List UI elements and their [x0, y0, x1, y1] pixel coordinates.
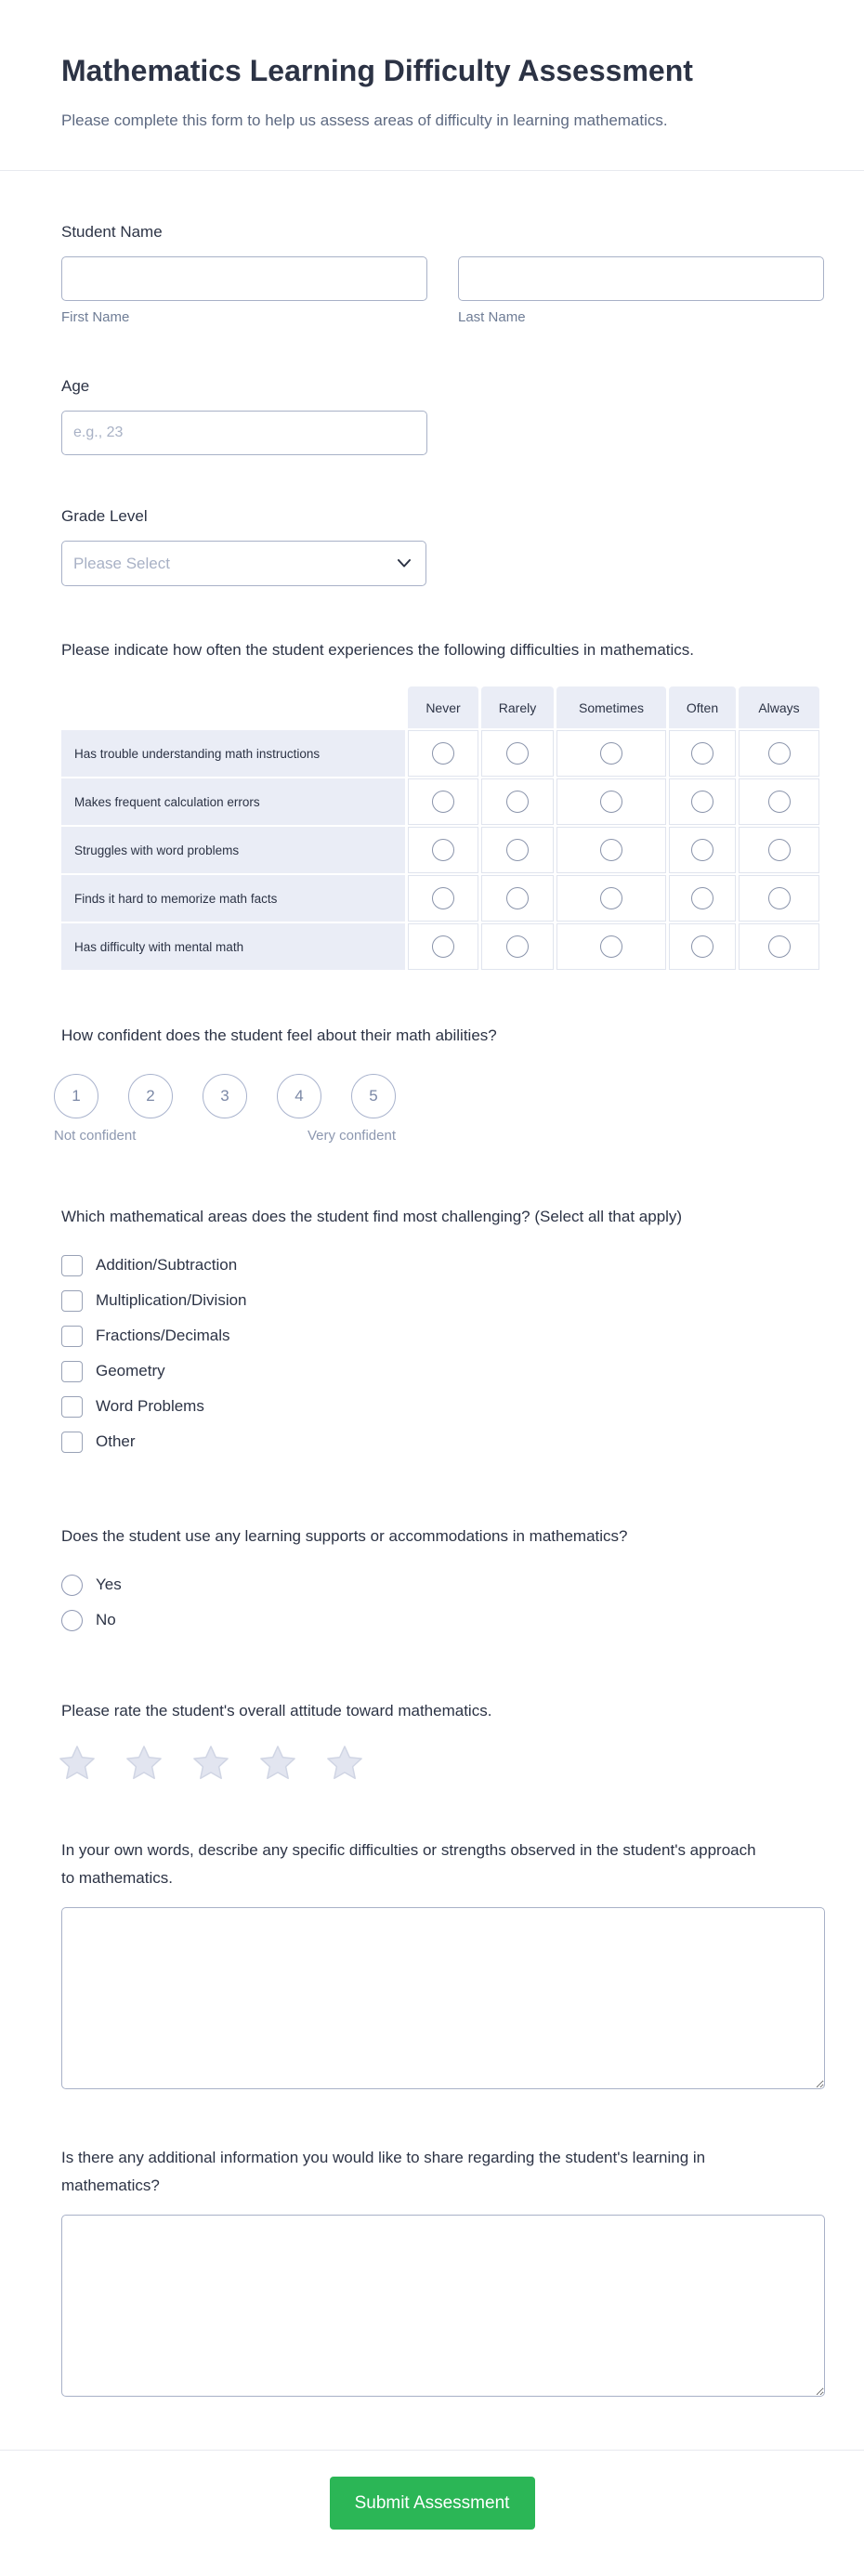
footer-divider [0, 2450, 864, 2451]
grade-level-placeholder: Please Select [73, 554, 170, 572]
star-rating [58, 1746, 825, 1783]
matrix-row-label: Makes frequent calculation errors [61, 778, 405, 825]
star-icon[interactable] [124, 1746, 164, 1783]
matrix-radio[interactable] [506, 791, 529, 813]
checkbox-icon[interactable] [61, 1396, 83, 1418]
matrix-radio[interactable] [600, 839, 622, 861]
supports-question: Does the student use any learning supports or accommodations in mathematics? [61, 1527, 628, 1545]
describe-question: In your own words, describe any specific difficulties or strengths observed in the student's approach to mathematics. [61, 1841, 756, 1887]
star-icon[interactable] [58, 1746, 97, 1783]
field-challenging-areas [61, 1203, 825, 1459]
matrix-radio[interactable] [432, 742, 454, 765]
first-name-sublabel: First Name [61, 309, 130, 325]
matrix-radio[interactable] [600, 935, 622, 958]
checkbox-label: Other [96, 1432, 136, 1450]
scale-max-label: Very confident [307, 1128, 396, 1144]
form-header [0, 0, 864, 135]
checkbox-icon[interactable] [61, 1326, 83, 1347]
checkbox-label: Multiplication/Division [96, 1291, 247, 1309]
difficulty-matrix-table [59, 685, 822, 972]
matrix-col-header: Often [669, 686, 736, 728]
radio-label: Yes [96, 1576, 122, 1593]
field-attitude-rating [61, 1697, 825, 1783]
matrix-row [61, 923, 819, 970]
matrix-corner-cell [61, 686, 405, 728]
matrix-row-label: Struggles with word problems [61, 827, 405, 873]
field-age [61, 375, 825, 455]
challenging-areas-list [61, 1248, 825, 1459]
checkbox-option[interactable] [61, 1318, 825, 1353]
radio-icon[interactable] [61, 1575, 83, 1596]
matrix-row-label: Has trouble understanding math instructions [61, 730, 405, 777]
star-icon[interactable] [191, 1746, 230, 1783]
confidence-scale [54, 1074, 396, 1118]
matrix-radio[interactable] [432, 935, 454, 958]
radio-option-yes[interactable] [61, 1567, 825, 1602]
matrix-radio[interactable] [432, 839, 454, 861]
field-additional [61, 2144, 825, 2401]
age-label: Age [61, 377, 90, 395]
matrix-radio[interactable] [768, 935, 791, 958]
checkbox-option[interactable] [61, 1389, 825, 1424]
last-name-input[interactable] [458, 256, 824, 301]
star-icon[interactable] [325, 1746, 364, 1783]
field-confidence-scale [54, 1022, 825, 1144]
checkbox-label: Addition/Subtraction [96, 1256, 238, 1274]
matrix-radio[interactable] [432, 887, 454, 909]
matrix-radio[interactable] [768, 887, 791, 909]
supports-options [61, 1567, 825, 1638]
checkbox-option[interactable] [61, 1248, 825, 1283]
grade-level-select[interactable] [61, 541, 426, 586]
matrix-radio[interactable] [600, 742, 622, 765]
matrix-col-header: Always [739, 686, 819, 728]
checkbox-option[interactable] [61, 1353, 825, 1389]
scale-min-label: Not confident [54, 1128, 137, 1144]
matrix-radio[interactable] [600, 887, 622, 909]
scale-option-2[interactable]: 2 [128, 1074, 173, 1118]
matrix-question: Please indicate how often the student experiences the following difficulties in mathematics. [61, 641, 695, 659]
matrix-radio[interactable] [600, 791, 622, 813]
age-input[interactable] [61, 411, 427, 455]
matrix-radio[interactable] [691, 887, 713, 909]
matrix-row [61, 778, 819, 825]
scale-option-3[interactable]: 3 [203, 1074, 247, 1118]
matrix-radio[interactable] [432, 791, 454, 813]
matrix-radio[interactable] [506, 839, 529, 861]
matrix-row [61, 730, 819, 777]
student-name-label: Student Name [61, 223, 163, 241]
attitude-question: Please rate the student's overall attitude toward mathematics. [61, 1702, 492, 1720]
matrix-radio[interactable] [506, 887, 529, 909]
field-student-name [61, 221, 825, 325]
additional-textarea[interactable] [61, 2215, 825, 2397]
header-divider [0, 170, 864, 171]
checkbox-icon[interactable] [61, 1361, 83, 1382]
radio-icon[interactable] [61, 1610, 83, 1631]
radio-option-no[interactable] [61, 1602, 825, 1638]
checkbox-icon[interactable] [61, 1432, 83, 1453]
matrix-row [61, 827, 819, 873]
confidence-question: How confident does the student feel about their math abilities? [61, 1026, 497, 1044]
matrix-col-header: Never [408, 686, 478, 728]
field-describe [61, 1837, 825, 2094]
matrix-radio[interactable] [691, 935, 713, 958]
matrix-row-label: Has difficulty with mental math [61, 923, 405, 970]
checkbox-icon[interactable] [61, 1290, 83, 1312]
radio-label: No [96, 1611, 116, 1628]
checkbox-label: Geometry [96, 1362, 165, 1380]
chevron-down-icon [398, 559, 411, 568]
star-icon[interactable] [258, 1746, 297, 1783]
grade-level-label: Grade Level [61, 507, 148, 525]
last-name-sublabel: Last Name [458, 309, 526, 325]
checkbox-option[interactable] [61, 1424, 825, 1459]
field-supports [61, 1523, 825, 1638]
form-subtitle: Please complete this form to help us assess areas of difficulty in learning mathematics. [61, 111, 668, 129]
form-title: Mathematics Learning Difficulty Assessment [61, 54, 693, 87]
submit-button[interactable]: Submit Assessment [330, 2477, 535, 2530]
matrix-radio[interactable] [691, 742, 713, 765]
first-name-input[interactable] [61, 256, 427, 301]
field-grade-level [61, 505, 825, 586]
scale-option-5[interactable]: 5 [351, 1074, 396, 1118]
matrix-col-header: Sometimes [556, 686, 666, 728]
matrix-radio[interactable] [506, 742, 529, 765]
scale-option-1[interactable]: 1 [54, 1074, 98, 1118]
matrix-radio[interactable] [768, 791, 791, 813]
challenging-areas-question: Which mathematical areas does the student find most challenging? (Select all that apply) [61, 1208, 683, 1225]
matrix-col-header: Rarely [481, 686, 554, 728]
matrix-radio[interactable] [768, 742, 791, 765]
describe-textarea[interactable] [61, 1907, 825, 2089]
checkbox-icon[interactable] [61, 1255, 83, 1276]
field-difficulty-matrix [61, 636, 825, 972]
matrix-radio[interactable] [691, 791, 713, 813]
additional-question: Is there any additional information you would like to share regarding the student's learning in mathematics? [61, 2149, 706, 2194]
matrix-radio[interactable] [768, 839, 791, 861]
matrix-row [61, 875, 819, 922]
matrix-radio[interactable] [506, 935, 529, 958]
checkbox-option[interactable] [61, 1283, 825, 1318]
matrix-radio[interactable] [691, 839, 713, 861]
submit-area [0, 2477, 864, 2530]
matrix-row-label: Finds it hard to memorize math facts [61, 875, 405, 922]
scale-option-4[interactable]: 4 [277, 1074, 321, 1118]
checkbox-label: Fractions/Decimals [96, 1327, 230, 1344]
checkbox-label: Word Problems [96, 1397, 204, 1415]
